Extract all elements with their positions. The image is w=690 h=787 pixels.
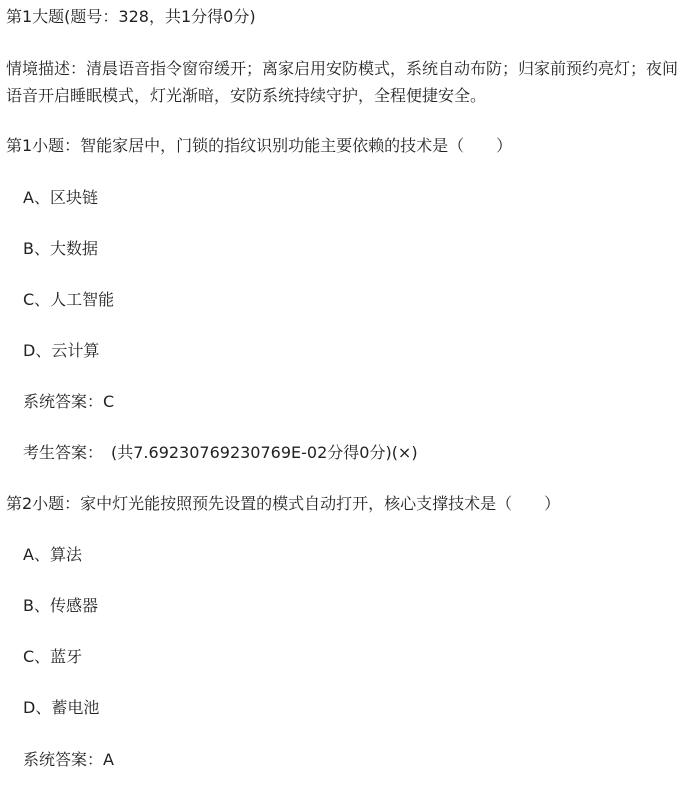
- question-1-system-answer: 系统答案：C: [23, 392, 115, 411]
- scenario-description: 情境描述：清晨语音指令窗帘缓开；离家启用安防模式，系统自动布防；归家前预约亮灯；夜间语音开启睡眠模式，灯光渐暗，安防系统持续守护，全程便捷安全。: [6, 59, 679, 105]
- question-2-option-a: A、算法: [23, 545, 82, 564]
- question-1-student-answer: 考生答案： (共7.69230769230769E-02分得0分)(×): [23, 443, 418, 462]
- question-1-option-b: B、大数据: [23, 239, 98, 258]
- question-1-option-d: D、云计算: [23, 341, 100, 360]
- question-2-option-c: C、蓝牙: [23, 647, 83, 666]
- question-2-option-b: B、传感器: [23, 596, 98, 615]
- question-2-title: 第2小题：家中灯光能按照预先设置的模式自动打开，核心支撑技术是（ ）: [6, 494, 561, 513]
- question-1-title: 第1小题：智能家居中，门锁的指纹识别功能主要依赖的技术是（ ）: [6, 136, 513, 155]
- question-2-option-d: D、蓄电池: [23, 698, 100, 717]
- question-1-option-c: C、人工智能: [23, 290, 115, 309]
- question-2-system-answer: 系统答案：A: [23, 750, 114, 769]
- section-header: 第1大题(题号：328，共1分得0分): [6, 7, 256, 26]
- question-1-option-a: A、区块链: [23, 188, 98, 207]
